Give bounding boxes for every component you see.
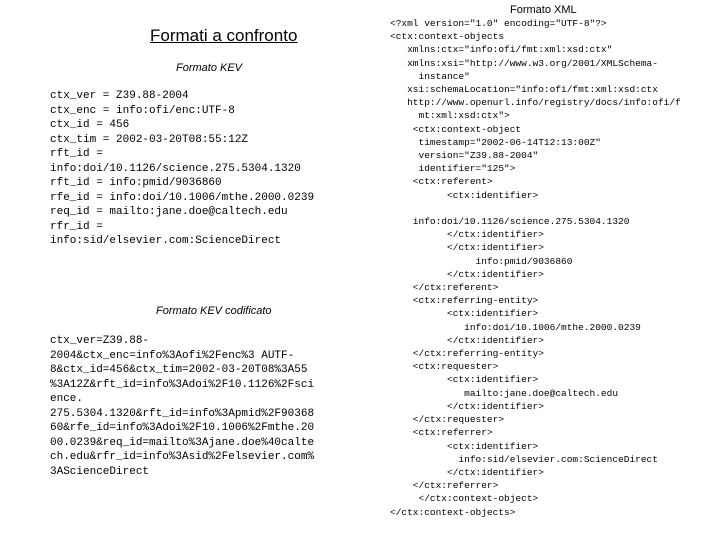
kev-line: ctx_id = 456 [50, 119, 130, 131]
page-title: Formati a confronto [150, 26, 298, 45]
kev-line: ctx_tim = 2002-03-20T08:55:12Z [50, 133, 249, 146]
kev-encoded-heading: Formato KEV codificato [156, 305, 272, 317]
xml-line: mt:xml:xsd:ctx"> [390, 110, 510, 122]
xml-line: mailto:jane.doe@caltech.edu [390, 387, 619, 399]
kev-line: rfe_id = info:doi/10.1006/mthe.2000.0239 [50, 191, 315, 204]
xml-line: <ctx:referring-entity> [390, 295, 539, 307]
xml-line: <ctx:identifier> [390, 374, 539, 386]
xml-line: info:sid/elsevier.com:ScienceDirect [390, 453, 658, 465]
xml-line: timestamp="2002-06-14T12:13:00Z" [390, 136, 601, 148]
xml-line: <ctx:referent> [390, 176, 493, 188]
xml-line: <ctx:identifier> [390, 440, 539, 452]
xml-heading: Formato XML [510, 4, 577, 16]
kev-line: info:sid/elsevier.com:ScienceDirect [50, 235, 282, 247]
kev-heading: Formato KEV [176, 62, 243, 74]
xml-line: http://www.openurl.info/registry/docs/info:ofi/f [390, 97, 681, 109]
xml-line: identifier="125"> [390, 163, 516, 175]
kev-line: ctx_ver = Z39.88-2004 [50, 90, 189, 102]
xml-line: <?xml version="1.0" encoding="UTF-8"?> [390, 18, 607, 29]
xml-line: info:pmid/9036860 [390, 255, 573, 267]
xml-line: </ctx:identifier> [390, 466, 544, 478]
xml-line: info:doi/10.1006/mthe.2000.0239 [390, 321, 641, 333]
kev-line: ctx_enc = info:ofi/enc:UTF-8 [50, 104, 235, 117]
xml-line: <ctx:identifier> [390, 189, 539, 201]
kev-encoded-block: ctx_ver=Z39.88- 2004&ctx_enc=info%3Aofi%2Fenc%3 AUTF- 8&ctx_id=456&ctx_tim=2002-03-20T08%3A55 %3A12Z&rft_id=info%3Adoi%2F10.1126%2Fsci ence. 275.5304.1320&rft_id=info%3Apmid%2F90368 60&rfe_id=info%3Adoi%2F10.1006%2Fmthe.20 00.0239&req_id=mailto%3Ajane.doe%40calte ch.edu&rfr_id=info%3Asid%2Felsevier.com% 3AScienceDirect [50, 335, 315, 478]
xml-line: instance" [390, 70, 470, 82]
xml-line: <ctx:referrer> [390, 427, 493, 439]
xml-line: <ctx:identifier> [390, 308, 539, 320]
xml-line: info:doi/10.1126/science.275.5304.1320 [390, 216, 630, 228]
xml-line: </ctx:identifier> [390, 334, 544, 346]
xml-line: xmlns:xsi="http://www.w3.org/2001/XMLSchema- [390, 57, 658, 69]
xml-line [390, 202, 716, 215]
xml-block [390, 17, 716, 519]
xml-line: <ctx:requester> [390, 361, 499, 373]
kev-line: rft_id = [50, 148, 103, 160]
xml-line: </ctx:context-object> [390, 493, 539, 505]
xml-line: </ctx:identifier> [390, 242, 544, 254]
xml-line: </ctx:identifier> [390, 268, 544, 280]
xml-line: xmlns:ctx="info:ofi/fmt:xml:xsd:ctx" [390, 44, 613, 56]
kev-line: rfr_id = [50, 220, 103, 233]
kev-line: info:doi/10.1126/science.275.5304.1320 [50, 162, 301, 175]
xml-line: </ctx:identifier> [390, 229, 544, 241]
xml-line: </ctx:identifier> [390, 400, 544, 412]
xml-line: version="Z39.88-2004" [390, 150, 539, 162]
xml-line: </ctx:referent> [390, 282, 499, 294]
xml-line: xsi:schemaLocation="info:ofi/fmt:xml:xsd:ctx [390, 84, 658, 96]
kev-block [50, 89, 350, 249]
xml-line: <ctx:context-object [390, 123, 522, 135]
kev-line: rft_id = info:pmid/9036860 [50, 177, 222, 189]
xml-line: </ctx:context-objects> [390, 506, 516, 518]
kev-line: req_id = mailto:jane.doe@caltech.edu [50, 206, 288, 218]
xml-line: </ctx:referrer> [390, 480, 499, 492]
xml-line: </ctx:requester> [390, 414, 505, 426]
xml-line: <ctx:context-objects [390, 31, 505, 43]
xml-line: </ctx:referring-entity> [390, 348, 544, 360]
